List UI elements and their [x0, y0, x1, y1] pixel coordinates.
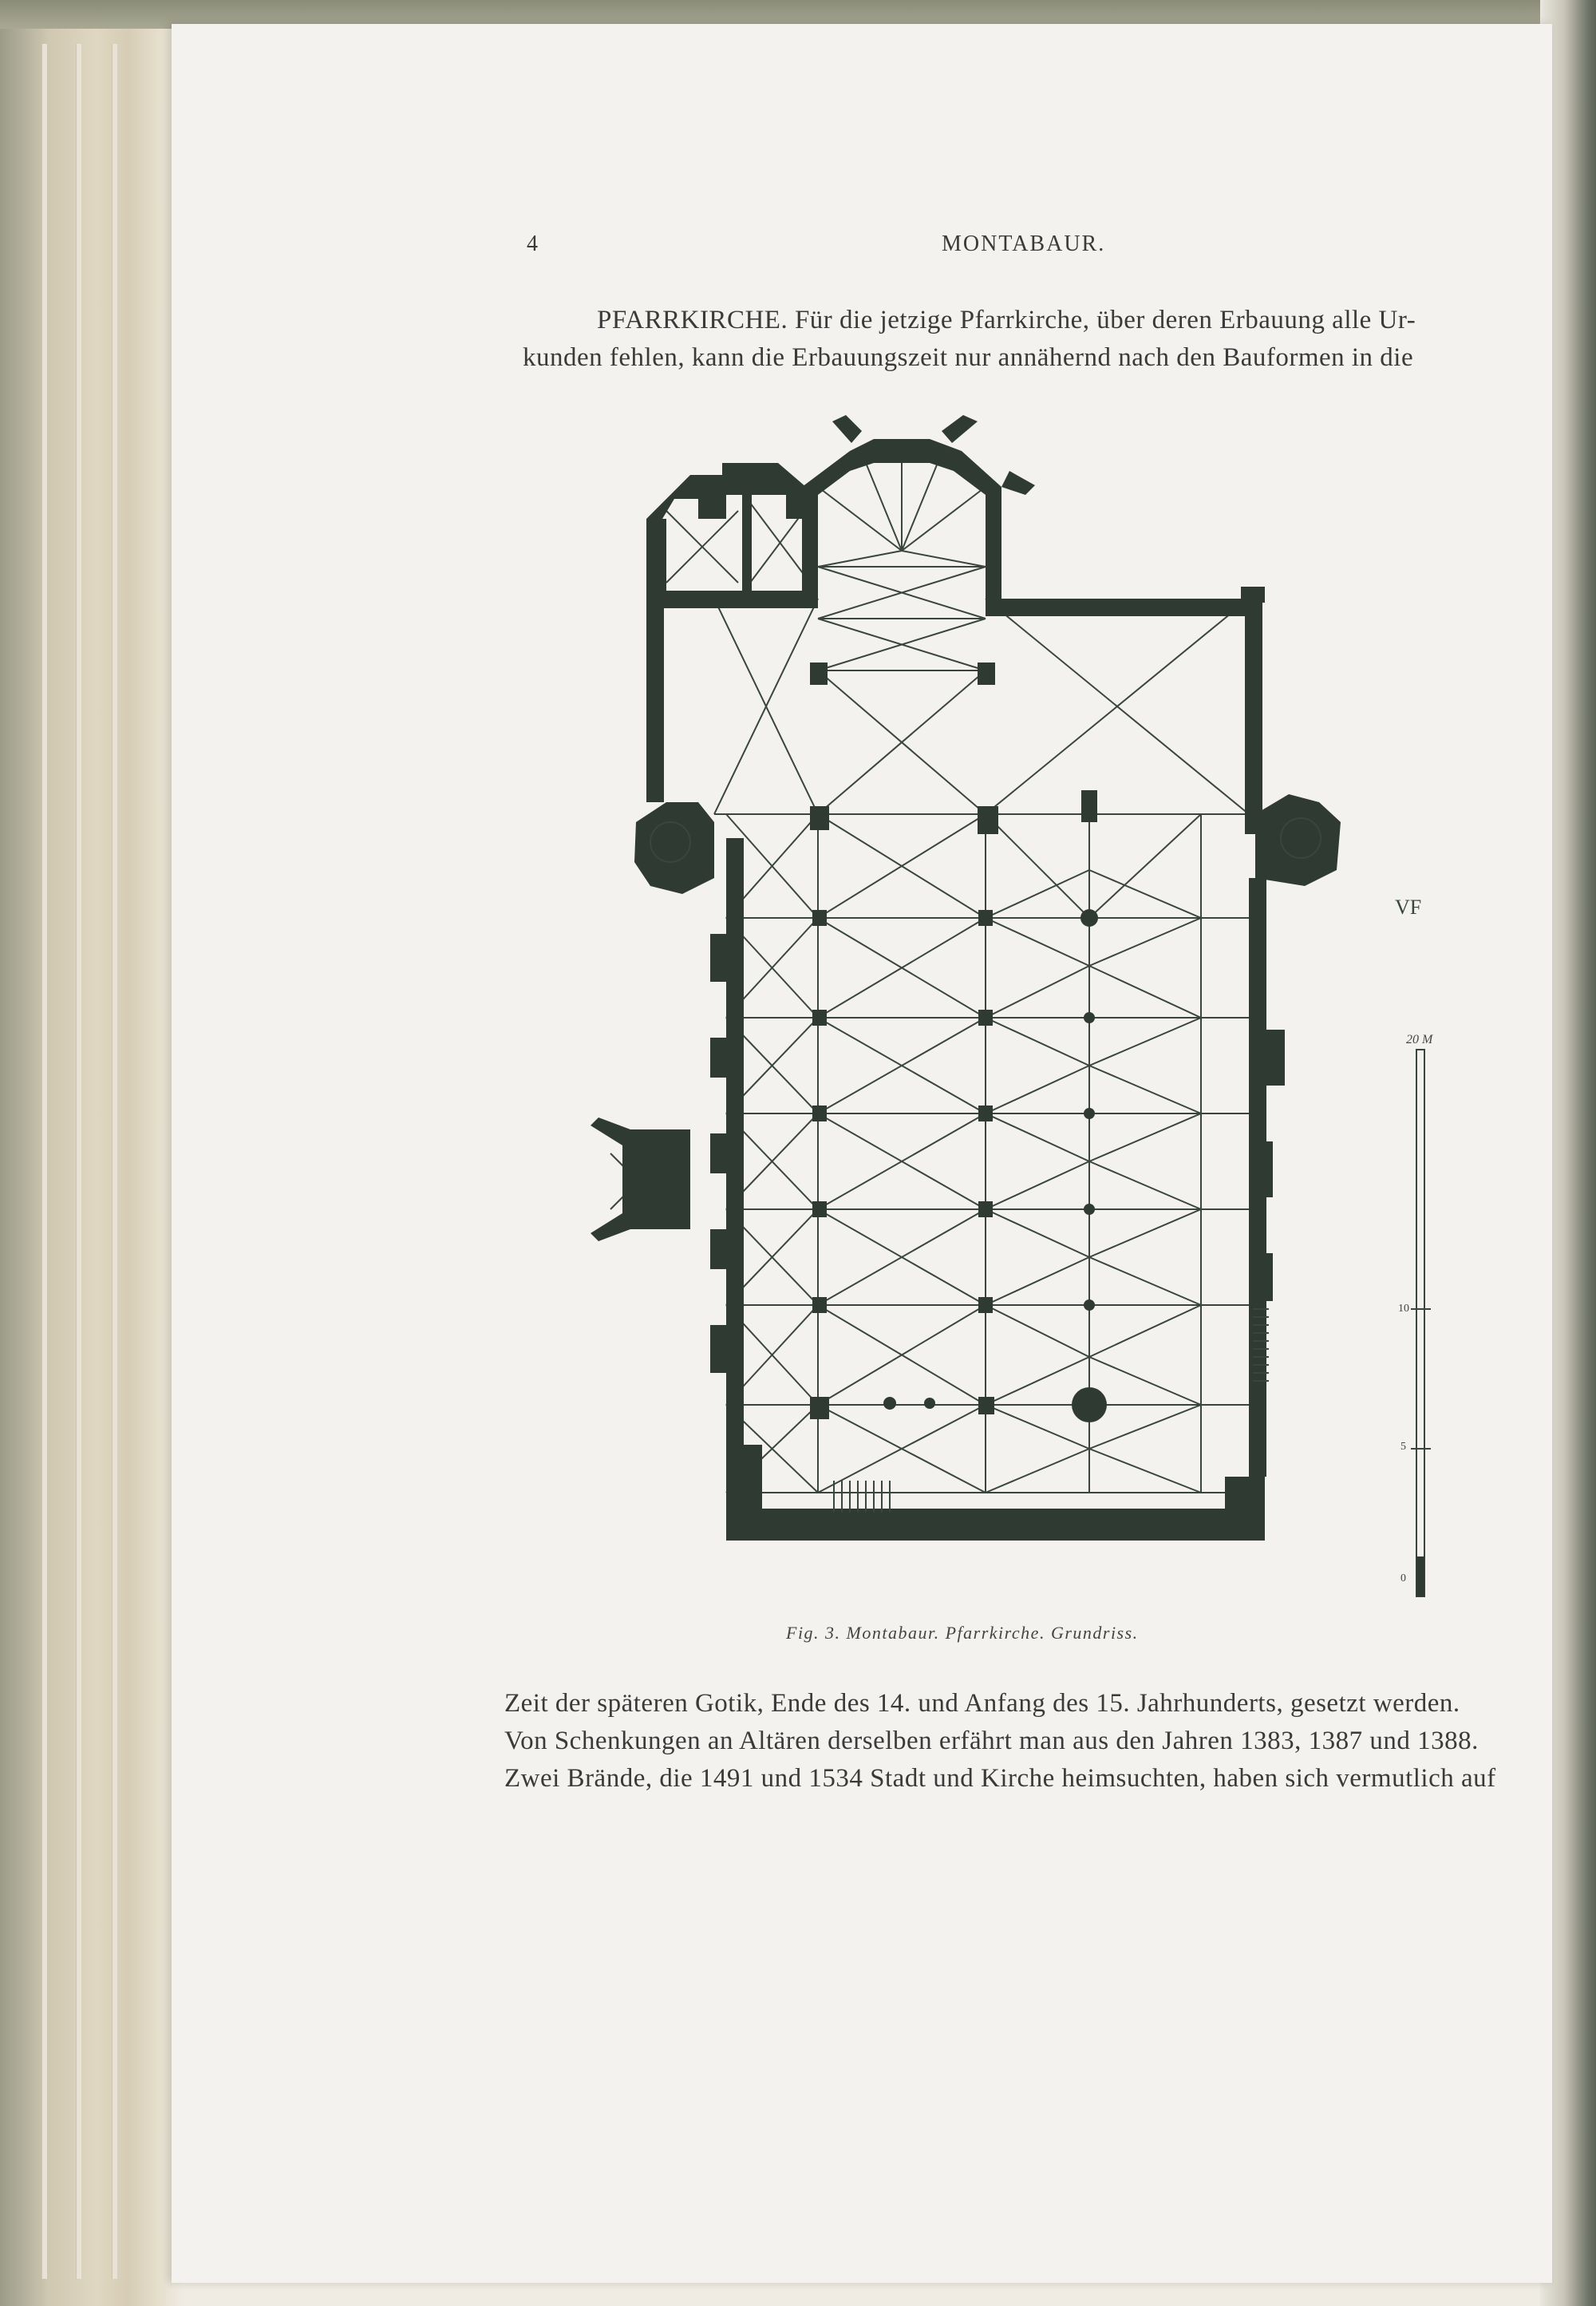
scale-tick: 10: [1398, 1303, 1409, 1315]
body-line: Zeit der späteren Gotik, Ende des 14. und Anfang des 15. Jahrhunderts, gesetzt werden.: [504, 1689, 1460, 1718]
page-number: 4: [527, 231, 539, 256]
scale-label: 20 M: [1406, 1033, 1433, 1046]
figure-caption: Fig. 3. Montabaur. Pfarrkirche. Grundriss.: [786, 1623, 1139, 1643]
body-line: Von Schenkungen an Altären derselben erfährt man aus den Jahren 1383, 1387 und 1388.: [504, 1727, 1479, 1755]
running-title: MONTABAUR.: [942, 231, 1106, 256]
scale-bar: [1411, 1050, 1431, 1596]
body-line: Zwei Brände, die 1491 und 1534 Stadt und Kirche heimsuchten, haben sich vermutlich auf: [504, 1764, 1496, 1793]
scale-tick: 0: [1400, 1572, 1406, 1584]
page-stack-edge: [76, 44, 81, 2279]
page-stack-edge: [41, 44, 47, 2279]
scale-tick: 5: [1400, 1441, 1406, 1453]
church-floor-plan: [587, 407, 1448, 1612]
intro-line: kunden fehlen, kann die Erbauungszeit nur annähernd nach den Bauformen in die: [523, 343, 1414, 372]
intro-line: PFARRKIRCHE. Für die jetzige Pfarrkirche, über deren Erbauung alle Ur-: [597, 306, 1416, 334]
page-stack-edge: [112, 44, 117, 2279]
draftsman-monogram: VF: [1395, 896, 1422, 919]
